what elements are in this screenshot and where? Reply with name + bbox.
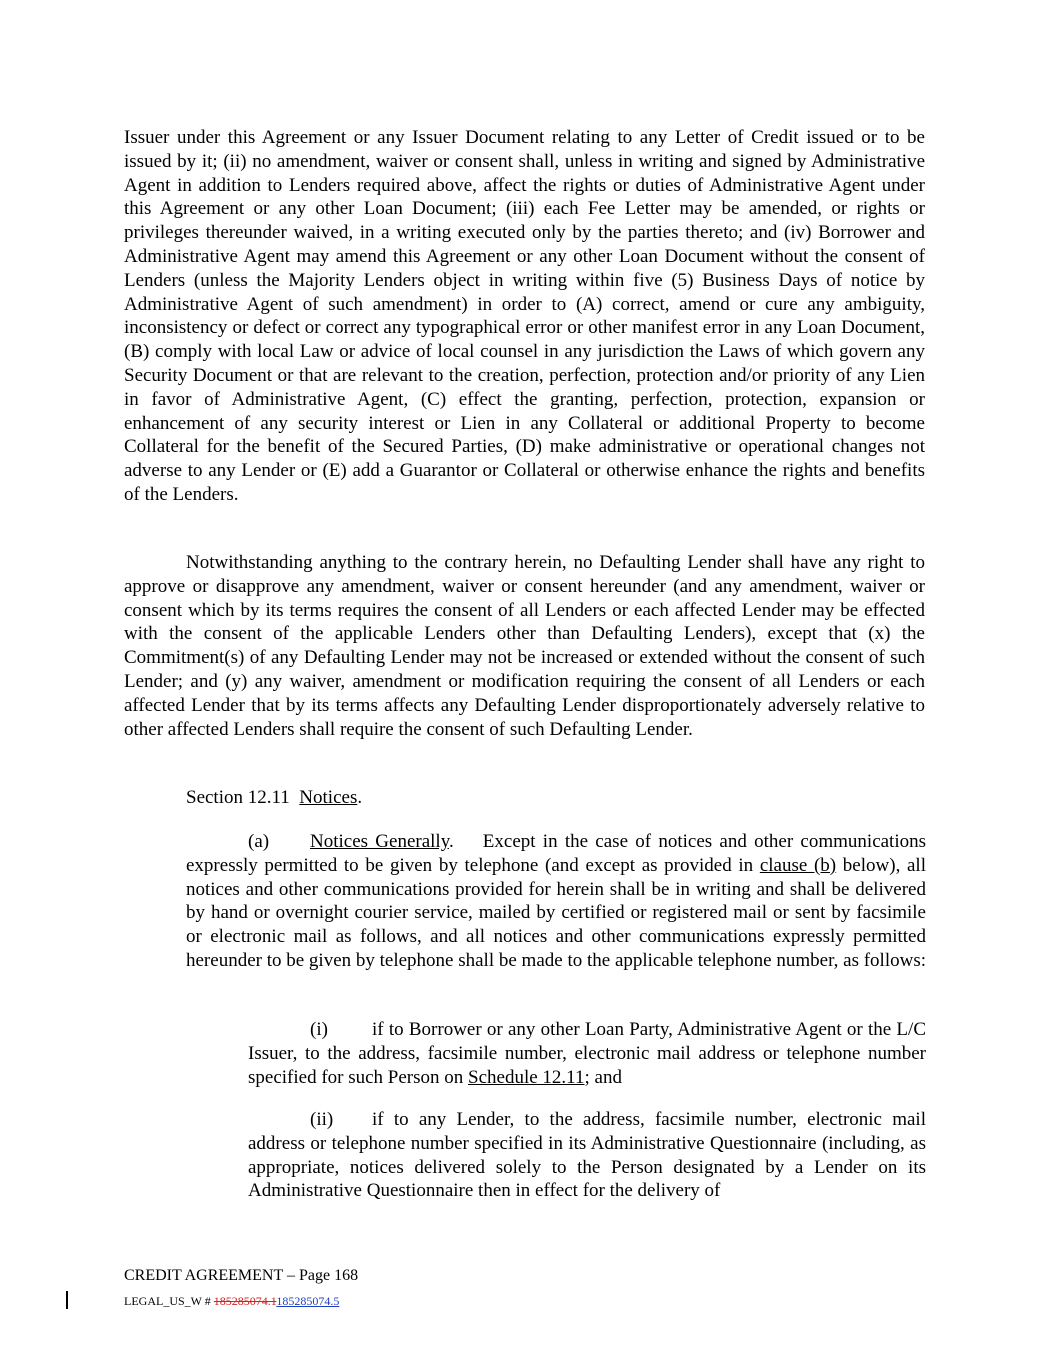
revision-change-bar bbox=[66, 1291, 68, 1309]
paragraph-amendments-continued: Issuer under this Agreement or any Issuer Document relating to any Letter of Credit issued or to be issued by it; (ii) no amendment, waiver or consent shall, unless in writing and signed by Administrative Agent in addition to Lenders required above, affect the rights or duties of Administrative Agent under this Agreement or any other Loan Document; (iii) each Fee Letter may be amended, or rights or privileges thereunder waived, in a writing executed only by the parties thereto; and (iv) Borrower and Administrative Agent may amend this Agreement or any other Loan Document without the consent of Lenders (unless the Majority Lenders object in writing within five (5) Business Days of notice by Administrative Agent of such amendment) in order to (A) correct, amend or cure any ambiguity, inconsistency or defect or correct any typographical error or other manifest error in any Loan Document, (B) comply with local Law or advice of local counsel in any jurisdiction the Laws of which govern any Security Document or that are relevant to the creation, perfection, protection and/or priority of any Lien in favor of Administrative Agent, (C) effect the granting, perfection, protection, expansion or enhancement of any security interest or Lien in any Collateral or additional Property to become Collateral for the benefit of the Secured Parties, (D) make administrative or operational changes not adverse to any Lender or (E) add a Guarantor or Collateral or otherwise enhance the rights and benefits of the Lenders. bbox=[124, 127, 925, 505]
section-title: Notices bbox=[299, 787, 358, 808]
clause-i-paragraph bbox=[248, 1018, 926, 1089]
clause-i-text-part1: if to Borrower or any other Loan Party, Administrative Agent or the L/C Issuer, to the address, facsimile number, electronic mail address or telephone number specified for such Person on bbox=[248, 1019, 926, 1088]
schedule-reference: Schedule 12.11 bbox=[468, 1066, 585, 1088]
clause-a-text-part1: Except in the case of notices and other communications expressly permitted to be given by telephone (and except as provided in bbox=[186, 831, 927, 876]
doc-number-inserted: 185285074.5 bbox=[276, 1294, 340, 1308]
clause-ii-text: if to any Lender, to the address, facsimile number, electronic mail address or telephone number specified in its Administrative Questionnaire (including, as appropriate, notices delivered solely to the Person designated by a Lender on its Administrative Questionnaire then in effect for the delivery of bbox=[248, 1109, 926, 1202]
clause-a-heading: Notices Generally bbox=[310, 831, 449, 852]
clause-b-reference: clause (b) bbox=[759, 854, 837, 876]
clause-a-heading-period: . bbox=[448, 831, 454, 852]
section-title-period: . bbox=[357, 787, 363, 808]
clause-ii-paragraph bbox=[248, 1108, 926, 1203]
clause-a-text-part2: below), all notices and other communications provided for herein shall be in writing and shall be delivered by hand or overnight courier service, mailed by certified or registered mail or sent by facsimile or electronic mail as follows, and all notices and other communications expressly permitted hereunder to be given by telephone shall be made to the applicable telephone number, as follows: bbox=[186, 854, 926, 971]
clause-ii-label: (ii) bbox=[310, 1109, 334, 1130]
doc-number-prefix: LEGAL_US_W # bbox=[124, 1294, 214, 1308]
clause-a-paragraph bbox=[186, 830, 926, 973]
clause-a-label: (a) bbox=[248, 831, 270, 852]
footer-page-title: CREDIT AGREEMENT – Page 168 bbox=[124, 1267, 359, 1284]
section-heading bbox=[186, 786, 926, 810]
doc-number-deleted: 185285074.1 bbox=[213, 1294, 277, 1308]
clause-i-label: (i) bbox=[310, 1019, 328, 1040]
footer-document-number bbox=[124, 1293, 339, 1309]
section-number: Section 12.11 bbox=[186, 787, 290, 808]
paragraph-defaulting-lender: Notwithstanding anything to the contrary herein, no Defaulting Lender shall have any right to approve or disapprove any amendment, waiver or consent hereunder (and any amendment, waiver or consent which by its terms requires the consent of all Lenders or each affected Lender may be effected with the consent of the applicable Lenders other than Defaulting Lenders), except that (x) the Commitment(s) of any Defaulting Lender may not be increased or extended without the consent of such Lender; and (y) any waiver, amendment or modification requiring the consent of all Lenders or each affected Lender that by its terms affects any Defaulting Lender disproportionately adversely relative to other affected Lenders shall require the consent of such Defaulting Lender. bbox=[124, 552, 925, 740]
clause-i-text-part2: ; and bbox=[584, 1066, 622, 1088]
